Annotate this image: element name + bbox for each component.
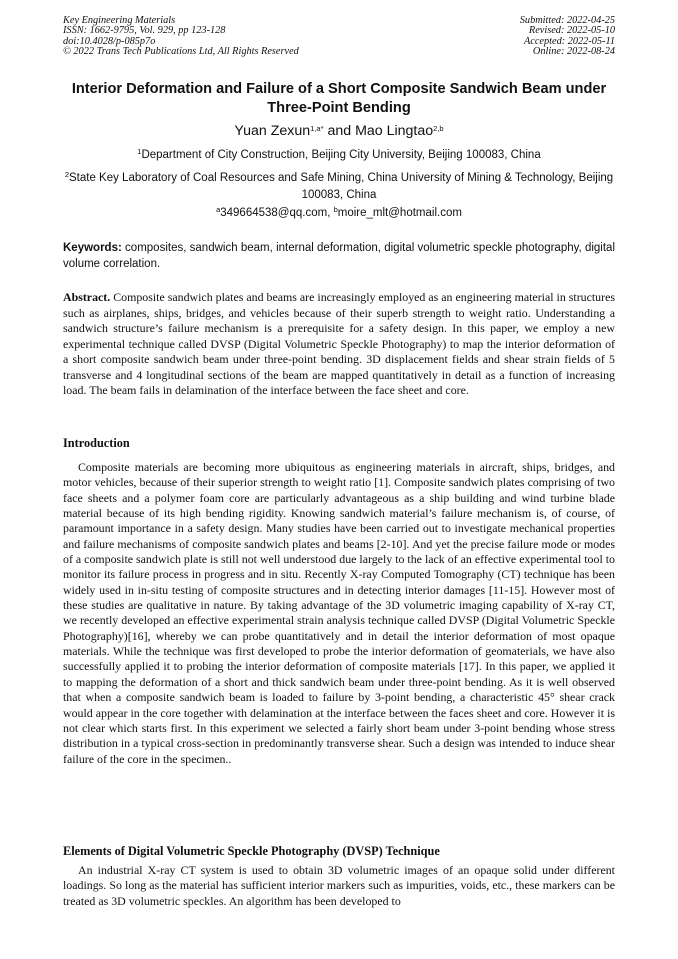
email-b[interactable]: moire_mlt@hotmail.com (337, 207, 462, 219)
email-a-marker: a (216, 205, 221, 214)
submitted-date: Submitted: 2022-04-25 (519, 15, 615, 26)
dvsp-section-heading: Elements of Digital Volumetric Speckle Photography (DVSP) Technique (63, 844, 440, 858)
issn-info: ISSN: 1662-9795, Vol. 929, pp 123-128 (63, 25, 226, 37)
author-line (50, 122, 628, 140)
abstract (63, 290, 615, 399)
doi: doi:10.4028/p-085p7o (63, 35, 156, 47)
journal-name: Key Engineering Materials (63, 15, 176, 26)
copyright: © 2022 Trans Tech Publications Ltd, All Rights Reserved (63, 46, 299, 58)
publication-dates (520, 16, 615, 58)
affiliation-1-text: Department of City Construction, Beijing City University, Beijing 100083, China (141, 149, 541, 161)
abstract-label: Abstract. (63, 290, 111, 304)
accepted-date: Accepted: 2022-05-11 (523, 35, 615, 47)
abstract-text: Composite sandwich plates and beams are increasingly employed as an engineering material in structures such as airplanes, ships, bridges, and vehicles because of their superb strength to weight ratio. Understanding a sandwich structure’s failure mechanism is a prerequisite for a safety design. In this paper, we employ a new experimental technique called DVSP (Digital Volumetric Speckle Photography) to map the interior deformation of a short composite sandwich beam under three-point bending. 3D displacement fields and shear strain fields of 5 transverse and 4 longitudinal sections of the beam are mapped quantitatively in detail as a function of increasing load. The beam fails in delamination of the interface between the face sheet and core. (63, 290, 615, 397)
keywords-text: composites, sandwich beam, internal deformation, digital volumetric speckle photography, digital volume correlation. (63, 242, 615, 270)
introduction-paragraph: Composite materials are becoming more ubiquitous as engineering materials in aircraft, ships, bridges, and motor vehicles, because of their superior strength to weight ratio [1]. Composite sandwich plates comprising of two face sheets and a polymer foam core are particularly advantageous as a ship building and wind turbine blade material because of its high bending rigidity. Knowing sandwich material’s failure mechanism is, of course, of paramount importance in a safety design. Many studies have been carried out to investigate mechanical properties and failure mechanisms of composite sandwich plates and beams [2-10]. And yet the precise failure mode or modes of a composite sandwich plate is still not well understood due largely to the lack of an effective experimental tool to monitor its failure process in progress and in situ. Recently X-ray Computed Tomography (CT) technique has been widely used in in-situ testing of composite structures and in detecting interior damages [11-15]. However most of these studies are qualitative in nature. By taking advantage of the 3D volumetric imaging capability of X-ray CT, we recently developed an effective experimental strain analysis technique called DVSP (Digital Volumetric Speckle Photography)[16], whereby we can probe quantitatively and in detail the interior deformation of most opaque materials. While the technique was first developed to probe the interior deformation of geomaterials, we have also successfully applied it to probing the interior deformation of composite materials [17]. In this paper, we applied it to mapping the deformation of a short and thick sandwich beam under three-point bending. As it is well observed that when a composite sandwich beam is loaded to failure by 3-point bending, a characteristic 45° shear crack would appear in the core together with delamination at the interface between the faces sheet and core. However it is not clear which starts first. In this experiment we selected a fairly short beam under 3-point bending whose stress distribution in a typical cross-section in predominantly transverse shear. Such a design was intended to induce shear failure of the core in the specimen.. (63, 460, 615, 766)
author-1-affiliation: 1,a* (310, 124, 324, 133)
author-1: Yuan Zexun (234, 123, 311, 139)
keywords (63, 240, 615, 272)
revised-date: Revised: 2022-05-10 (528, 25, 615, 37)
email-a[interactable]: 349664538@qq.com (220, 207, 328, 219)
dvsp-section-paragraph: An industrial X-ray CT system is used to obtain 3D volumetric images of an opaque solid under different loadings. So long as the material has sufficient interior markers such as impurities, voids, etc., these markers can be treated as 3D volumetric speckles. An algorithm has been developed to (63, 863, 615, 908)
introduction-heading: Introduction (63, 436, 130, 450)
email-separator: , (327, 207, 334, 219)
author-2: Mao Lingtao (355, 123, 434, 139)
author-2-affiliation: 2,b (433, 124, 444, 133)
journal-info (63, 16, 299, 58)
paper-title: Interior Deformation and Failure of a Short Composite Sandwich Beam under Three-Point Bending (71, 81, 607, 116)
author-emails (63, 205, 615, 221)
author-conjunction: and (323, 123, 356, 139)
affiliation-2 (63, 170, 615, 203)
affiliation-1 (63, 147, 615, 164)
email-b-marker: b (333, 205, 338, 214)
affiliation-1-marker: 1 (137, 147, 142, 156)
online-date: Online: 2022-08-24 (532, 46, 615, 58)
affiliation-2-text: State Key Laboratory of Coal Resources and Safe Mining, China University of Mining & Technology, Beijing 100083, China (68, 172, 614, 201)
keywords-label: Keywords: (63, 242, 122, 254)
affiliation-2-marker: 2 (64, 170, 69, 179)
